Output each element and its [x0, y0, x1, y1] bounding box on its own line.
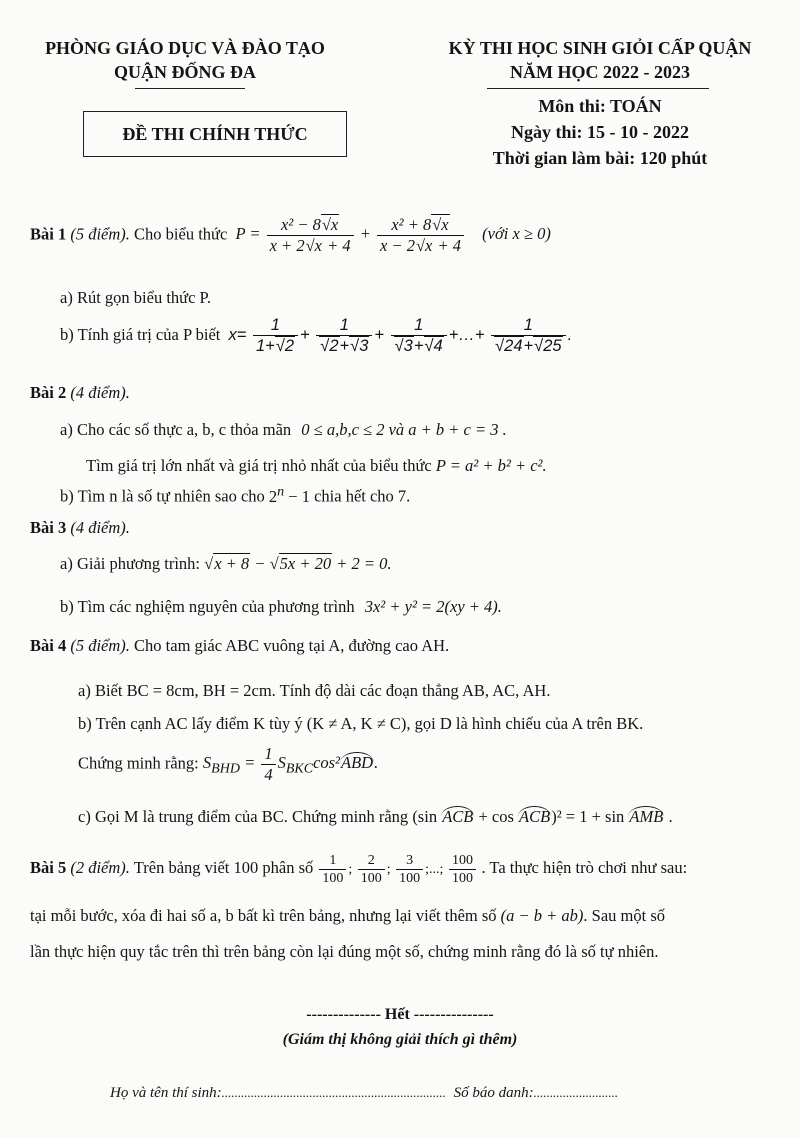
- bai2-a-condition: 0 ≤ a,b,c ≤ 2 và a + b + c = 3 .: [301, 420, 507, 439]
- bai3-points: (4 điểm).: [70, 518, 130, 537]
- bai3-a-equation: √x + 8 − √5x + 20 + 2 = 0.: [204, 554, 392, 573]
- bai3-a-text: a) Giải phương trình:: [60, 554, 201, 573]
- bai4-b: b) Trên cạnh AC lấy điểm K tùy ý (K ≠ A, K ≠ C), gọi D là hình chiếu của A trên BK.: [78, 714, 644, 733]
- bai1-b-prefix: b) Tính giá trị của P biết: [60, 325, 221, 344]
- bai4-a: a) Biết BC = 8cm, BH = 2cm. Tính độ dài các đoạn thẳng AB, AC, AH.: [78, 681, 551, 700]
- bai1-title: Bài 1: [30, 224, 67, 244]
- school-year-underline: [487, 88, 709, 89]
- bai1-b: [60, 316, 572, 355]
- candidate-name-label: Họ và tên thí sinh:: [110, 1085, 222, 1101]
- bai5-text2c: . Sau một số: [583, 906, 666, 925]
- bai3-heading: [30, 518, 130, 538]
- bai5-title: Bài 5: [30, 858, 67, 878]
- exam-date: Ngày thi: 15 - 10 - 2022: [511, 122, 689, 142]
- bai2-heading: [30, 383, 130, 403]
- proctor-note: (Giám thị không giải thích gì thêm): [282, 1031, 518, 1048]
- school-year: NĂM HỌC 2022 - 2023: [510, 62, 690, 82]
- bai5-text1: Trên bảng viết 100 phân số: [133, 858, 314, 878]
- exam-duration: Thời gian làm bài: 120 phút: [492, 148, 708, 168]
- bai5-line1: [30, 853, 687, 887]
- bai2-b-power: $2^n - 1$: [268, 484, 310, 506]
- bai2-a2: [86, 456, 547, 476]
- bai2-points: (4 điểm).: [70, 383, 130, 402]
- bai4-points: (5 điểm).: [70, 636, 130, 655]
- bai5-text2b: (a − b + ab): [500, 906, 584, 925]
- bai4-c-text: c) Gọi M là trung điểm của BC. Chứng minh rằng: [78, 807, 409, 826]
- bai2-b-text1: b) Tìm n là số tự nhiên sao cho: [60, 486, 265, 506]
- bai3-a: [60, 554, 392, 574]
- bai5-line3: lần thực hiện quy tắc trên thì trên bảng còn lại đúng một số, chứng minh rằng đó là số tự nhiên.: [30, 942, 659, 961]
- bai2-b-text2: chia hết cho 7.: [314, 486, 411, 506]
- bai4-heading: [30, 636, 449, 656]
- bai2-title: Bài 2: [30, 383, 67, 402]
- bai4-c-formula: (sin ACB + cos ACB)² = 1 + sin AMB .: [412, 807, 673, 826]
- bai4-intro: Cho tam giác ABC vuông tại A, đường cao AH.: [134, 636, 450, 655]
- bai5-points: (2 điểm).: [70, 858, 130, 878]
- exam-title: KỲ THI HỌC SINH GIỎI CẤP QUẬN: [448, 38, 752, 58]
- bai1-condition: (với x ≥ 0): [482, 224, 551, 244]
- district-name: QUẬN ĐỐNG ĐA: [114, 62, 256, 82]
- bai4-b-prove: [78, 745, 378, 784]
- bai2-a: [60, 420, 507, 440]
- bai1-formula: P = $\frac{\text{x² − 8√x}}{x + 2√x + 4}$ + $\frac{\text{x² + 8√x}}{x - 2√x + 4}$: [235, 224, 470, 243]
- bai4-b-formula: $S_{BHD}$ = $\frac{1}{4}$ $S_{BKC}\cos^2ABD$.: [202, 744, 379, 785]
- bai2-a-text: a) Cho các số thực a, b, c thỏa mãn: [60, 420, 292, 439]
- bai5-text1-end: . Ta thực hiện trò chơi như sau:: [481, 858, 688, 878]
- candidate-name-line: Họ và tên thí sinh:..................................................................... Số báo danh:..........................: [110, 1085, 619, 1101]
- bai4-b-prove-label: Chứng minh rằng:: [78, 753, 199, 773]
- bai2-expression: P = a² + b² + c².: [435, 456, 547, 475]
- candidate-number-label: Số báo danh:: [453, 1085, 534, 1101]
- bai3-b: [60, 597, 502, 617]
- subject: Môn thi: TOÁN: [538, 96, 662, 116]
- bai1-points: (5 điểm).: [70, 224, 130, 244]
- bai2-a-text2: Tìm giá trị lớn nhất và giá trị nhỏ nhất của biểu thức: [86, 456, 432, 475]
- bai5-text2a: tại mỗi bước, xóa đi hai số a, b bất kì trên bảng, nhưng lại viết thêm số: [30, 906, 497, 925]
- bai1-a: a) Rút gọn biểu thức P.: [60, 288, 212, 307]
- bai1-intro: Cho biểu thức: [134, 224, 228, 244]
- end-marker: -------------- Hết ---------------: [306, 1006, 494, 1023]
- bai5-fractions: $\frac{1}{100}$ ; $\frac{2}{100}$ ; $\frac{3}{100}$ ;...; $\frac{100}{100}$: [317, 862, 481, 877]
- department-name: PHÒNG GIÁO DỤC VÀ ĐÀO TẠO: [45, 38, 325, 58]
- official-exam-box: ĐỀ THI CHÍNH THỨC: [83, 111, 347, 157]
- bai4-title: Bài 4: [30, 636, 67, 655]
- bai1-b-formula: x= $\frac{1}{1+√2}$ + $\frac{1}{√2+√3}$ + $\frac{1}{√3+√4}$ +…+ $\frac{1}{√24+√25}$ .: [228, 316, 573, 356]
- bai3-b-text: b) Tìm các nghiệm nguyên của phương trình: [60, 597, 355, 616]
- bai3-title: Bài 3: [30, 518, 67, 537]
- bai2-b: [60, 484, 410, 507]
- district-underline: [135, 88, 245, 89]
- bai1-line: [30, 216, 551, 255]
- bai4-c: [78, 806, 673, 827]
- bai5-line2: [30, 906, 665, 926]
- bai3-b-equation: 3x² + y² = 2(xy + 4).: [364, 597, 502, 616]
